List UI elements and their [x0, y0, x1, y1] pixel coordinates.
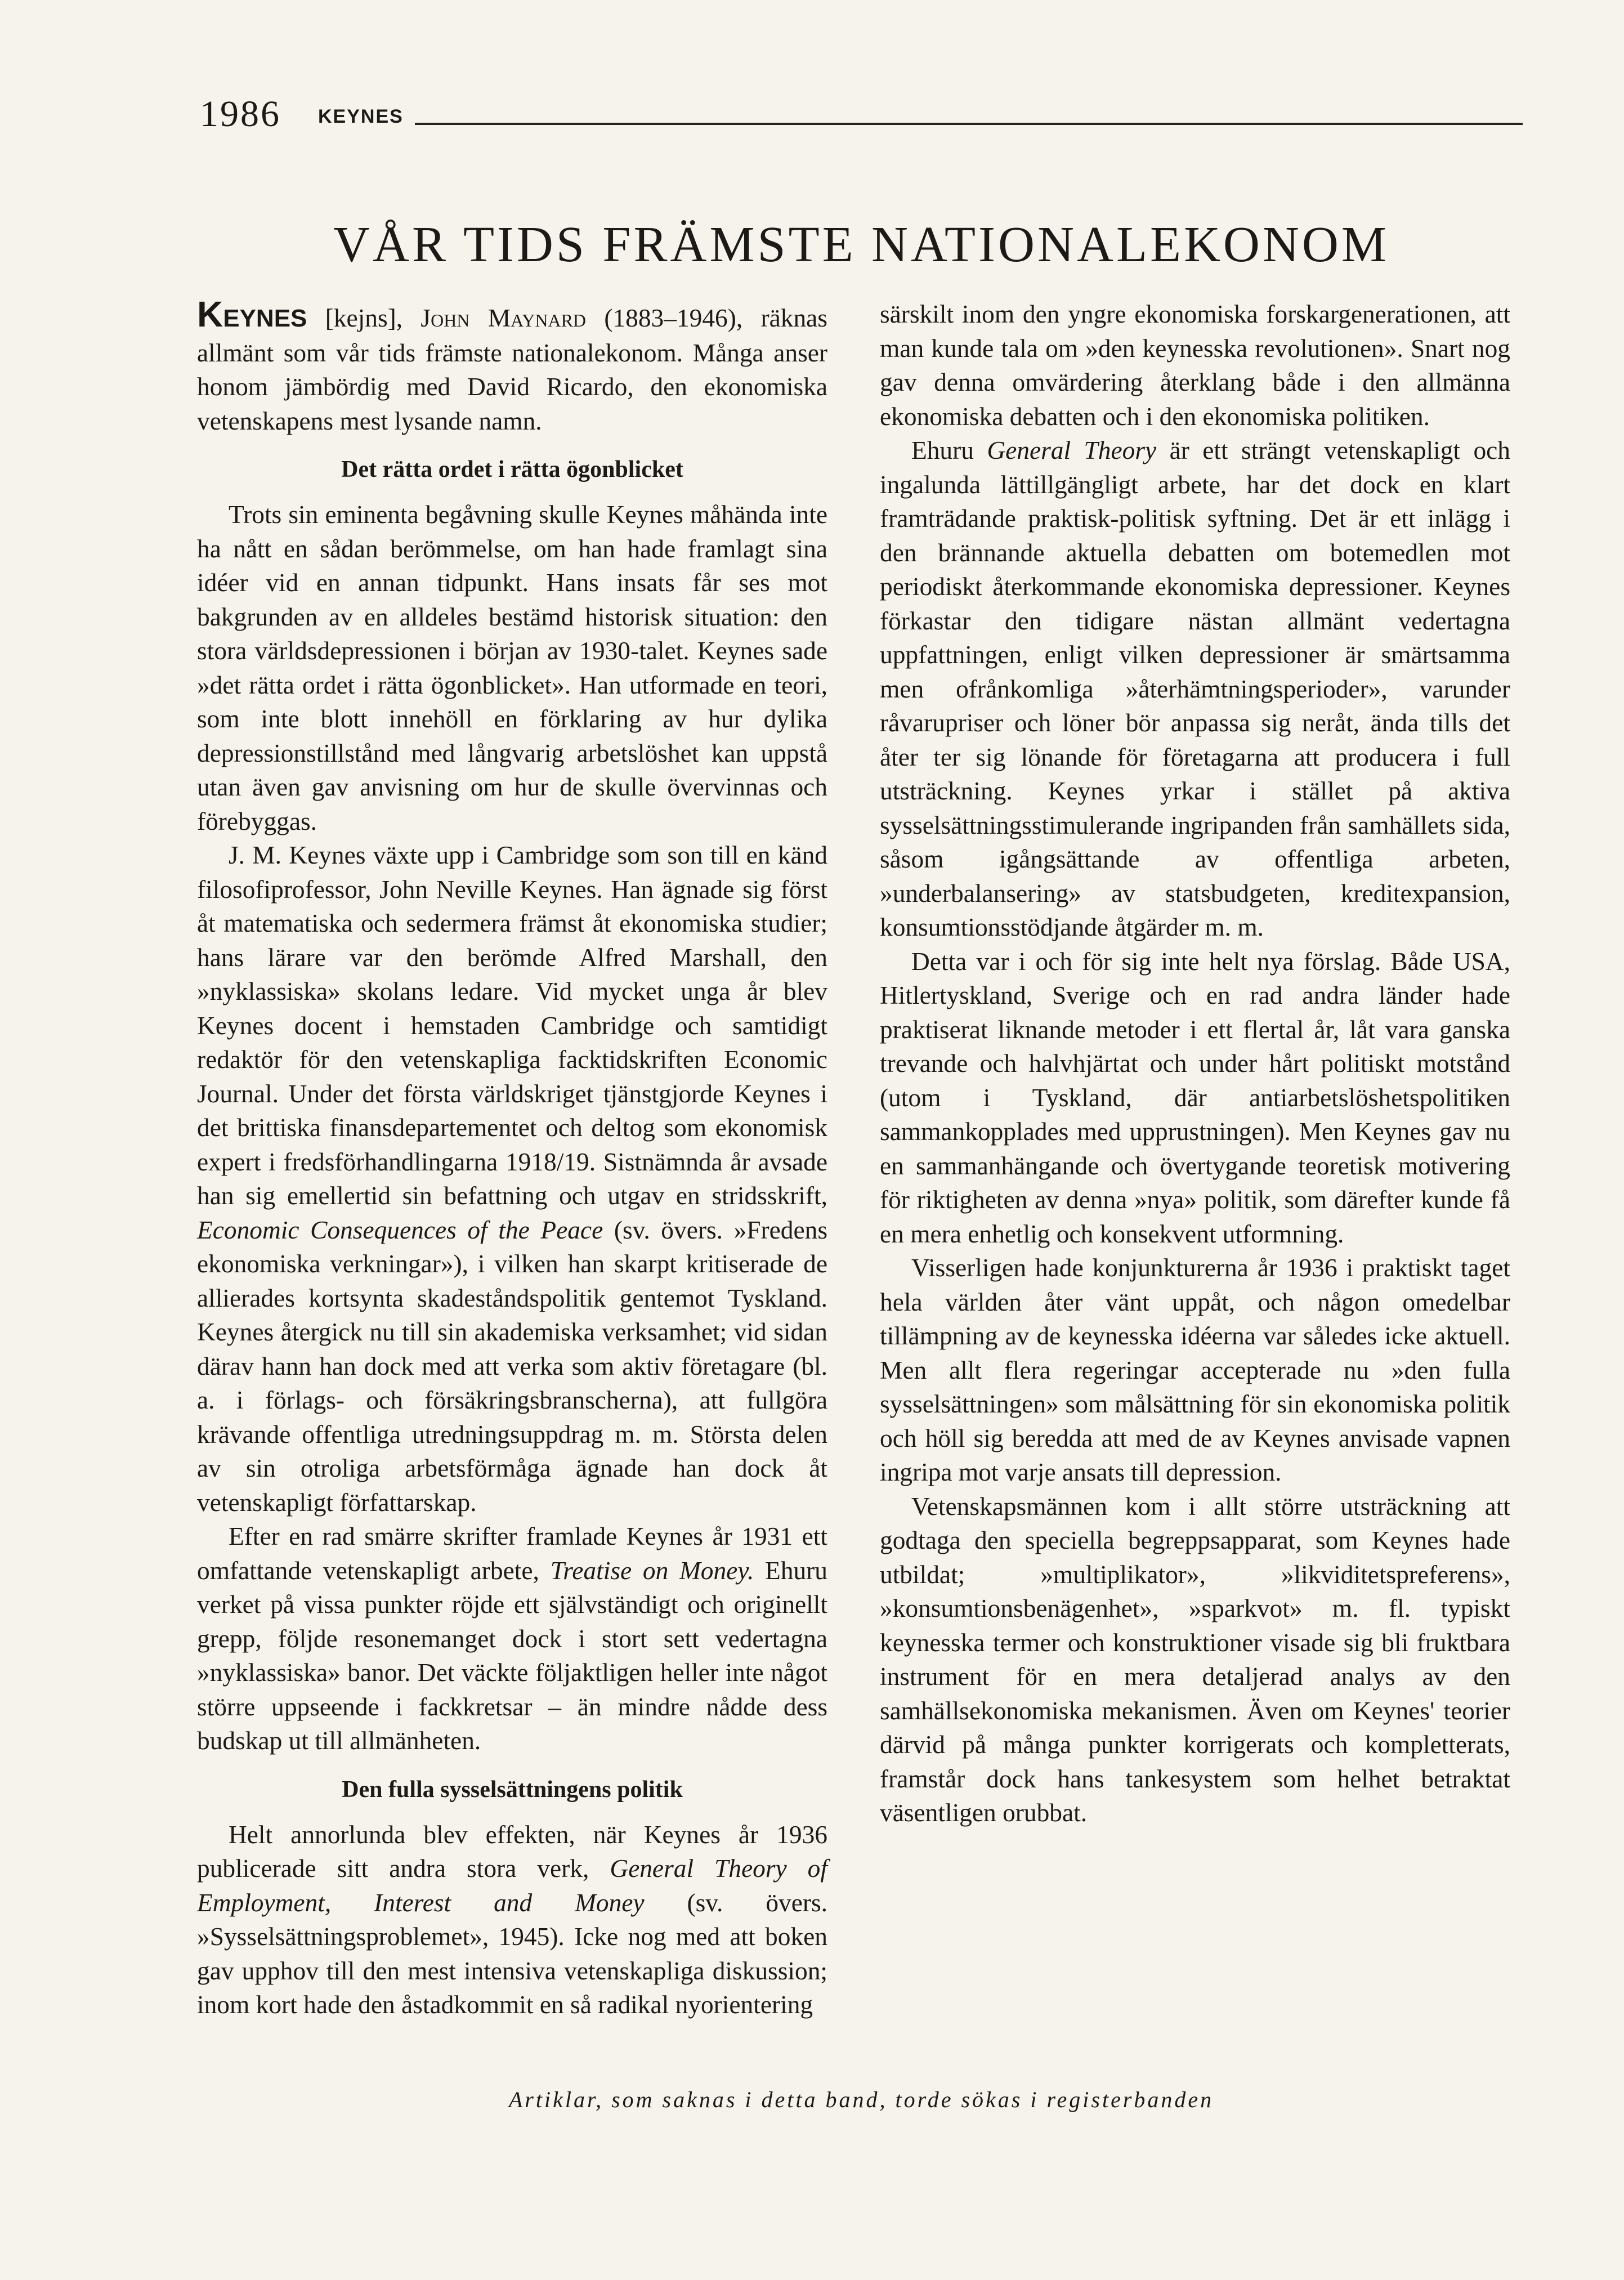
given-names: John Maynard	[420, 304, 587, 332]
lead-paragraph	[197, 294, 827, 438]
book-title: General Theory	[987, 436, 1157, 464]
article-title: VÅR TIDS FRÄMSTE NATIONALEKONOM	[333, 217, 1389, 272]
book-title: Treatise on Money.	[550, 1556, 754, 1585]
left-column	[197, 294, 828, 2048]
book-title: Economic Consequences of the Peace	[197, 1215, 603, 1244]
paragraph: Efter en rad smärre skrifter framlade Keynes år 1931 ett omfattande vetenskapligt arbete, Treatise on Money. Ehuru verket på vissa punkter röjde ett självständigt och originellt grepp, följde resonemanget dock i stort sett vedertagna »nyklassiska» banor. Det väckte följaktligen heller inte något större uppseende i fackkretsar – än mindre nådde dess budskap ut till allmänheten.	[197, 1522, 827, 1755]
book-title: General Theory of Employment, Interest and Money	[197, 1854, 827, 1917]
running-header	[200, 89, 1523, 140]
lead-text: (1883–1946), räknas allmänt som vår tids främste nationalekonom. Många anser honom jämbördig med David Ricardo, den ekonomiska vetenskapens mest lysande namn.	[197, 304, 827, 435]
header-rule	[415, 123, 1523, 125]
section-heading-1: Det rätta ordet i rätta ögonblicket	[341, 457, 683, 482]
paragraph: Visserligen hade konjunkturerna år 1936 i praktiskt taget hela världen åter vänt uppåt, och någon omedelbar tillämpning av de keynesska idéerna var således icke aktuell. Men allt flera regeringar accepterade nu »den fulla sysselsättningen» som målsättning för sin ekonomiska politik och höll sig beredda att med de av Keynes anvisade vapnen ingripa mot varje ansats till depression.	[880, 1254, 1510, 1486]
pronunciation: [kejns],	[325, 304, 403, 332]
right-column	[880, 297, 1510, 2048]
paragraph: Detta var i och för sig inte helt nya förslag. Både USA, Hitlertyskland, Sverige och en rad andra länder hade praktiserat liknande metoder i ett flertal år, låt vara ganska trevande och halvhjärtat och under hårt politiskt motstånd (utom i Tyskland, där antiarbetslöshetspolitiken sammankopplades med upprustningen). Men Keynes gav nu en sammanhängande och övertygande teoretisk motivering för riktigheten av denna »nya» politik, som därefter kunde få en mera enhetlig och konsekvent utformning.	[880, 947, 1510, 1248]
footer-note: Artiklar, som saknas i detta band, torde sökas i registerbanden	[508, 2087, 1214, 2112]
running-title: KEYNES	[318, 106, 404, 127]
paragraph: Vetenskapsmännen kom i allt större utsträckning att godtaga den speciella begreppsapparat, som Keynes hade utbildat; »multiplikator», »likviditetspreferens», »konsumtionsbenägenhet», »sparkvot» m. fl. typiskt keynesska termer och konstruktioner visade sig bli fruktbara instrument för en mera detaljerad analys av den samhällsekonomiska mekanismen. Även om Keynes' teorier därvid på många punkter korrigerats och kompletterats, framstår dock hans tankesystem som helhet betraktat väsentligen orubbat.	[880, 1492, 1510, 1827]
paragraph-continuation: särskilt inom den yngre ekonomiska forskargenerationen, att man kunde tala om »den keynesska revolutionen». Snart nog gav denna omvärdering återklang både i den allmänna ekonomiska debatten och i den ekonomiska politiken.	[880, 300, 1510, 431]
page-number: 1986	[200, 93, 281, 135]
headword: KEYNES	[197, 294, 307, 334]
paragraph: Helt annorlunda blev effekten, när Keynes år 1936 publicerade sitt andra stora verk, General Theory of Employment, Interest and Money (sv. övers. »Sysselsättningsproblemet», 1945). Icke nog med att boken gav upphov till den mest intensiva vetenskapliga diskussion; inom kort hade den åstadkommit en så radikal nyorientering	[197, 1820, 828, 2019]
section-heading-2: Den fulla sysselsättningens politik	[342, 1776, 683, 1803]
paragraph: J. M. Keynes växte upp i Cambridge som son till en känd filosofiprofessor, John Neville Keynes. Han ägnade sig först åt matematiska och sedermera främst åt ekonomiska studier; hans lärare var den berömde Alfred Marshall, den »nyklassiska» skolans ledare. Vid mycket unga år blev Keynes docent i hemstaden Cambridge och samtidigt redaktör för den vetenskapliga facktidskriften Economic Journal. Under det första världskriget tjänstgjorde Keynes i det brittiska finansdepartementet och deltog som ekonomisk expert i fredsförhandlingarna 1918/19. Sistnämnda år avsade han sig emellertid sin befattning och utgav en stridsskrift, Economic Consequences of the Peace (sv. övers. »Fredens ekonomiska verkningar»), i vilken han skarpt kritiserade de allierades kortsynta skadeståndspolitik gentemot Tyskland. Keynes återgick nu till sin akademiska verksamhet; vid sidan därav hann han dock med att verka som aktiv företagare (bl. a. i förlags- och försäkringsbranscherna), att fullgöra krävande offentliga utredningsuppdrag m. m. Största delen av sin otroliga arbetsförmåga ägnade han dock åt vetenskapligt författarskap.	[197, 841, 827, 1517]
paragraph: Trots sin eminenta begåvning skulle Keynes måhända inte ha nått en sådan berömmelse, om han hade framlagt sina idéer vid en annan tidpunkt. Hans insats får ses mot bakgrunden av en alldeles bestämd historisk situation: den stora världsdepressionen i början av 1930-talet. Keynes sade »det rätta ordet i rätta ögonblicket». Han utformade en teori, som inte blott innehöll en förklaring av hur dylika depressionstillstånd med långvarig arbetslöshet kan uppstå utan även gav anvisning om hur de skulle övervinnas och förebyggas.	[197, 500, 827, 835]
paragraph: Ehuru General Theory är ett strängt vetenskapligt och ingalunda lättillgängligt arbete, har det dock en klart framträdande praktisk-politisk syftning. Det är ett inlägg i den brännande aktuella debatten om botemedlen mot periodiskt återkommande ekonomiska depressioner. Keynes förkastar den tidigare nästan allmänt vedertagna uppfattningen, enligt vilken depressioner är smärtsamma men ofrånkomliga »återhämtningsperioder», varunder råvarupriser och löner bör anpassa sig neråt, ända tills det åter ter sig lönande för företagarna att producera i full utsträckning. Keynes yrkar i stället på aktiva sysselsättningsstimulerande ingripanden från samhällets sida, såsom igångsättande av offentliga arbeten, »underbalansering» av statsbudgeten, kreditexpansion, konsumtionsstödjande åtgärder m. m.	[880, 436, 1511, 941]
